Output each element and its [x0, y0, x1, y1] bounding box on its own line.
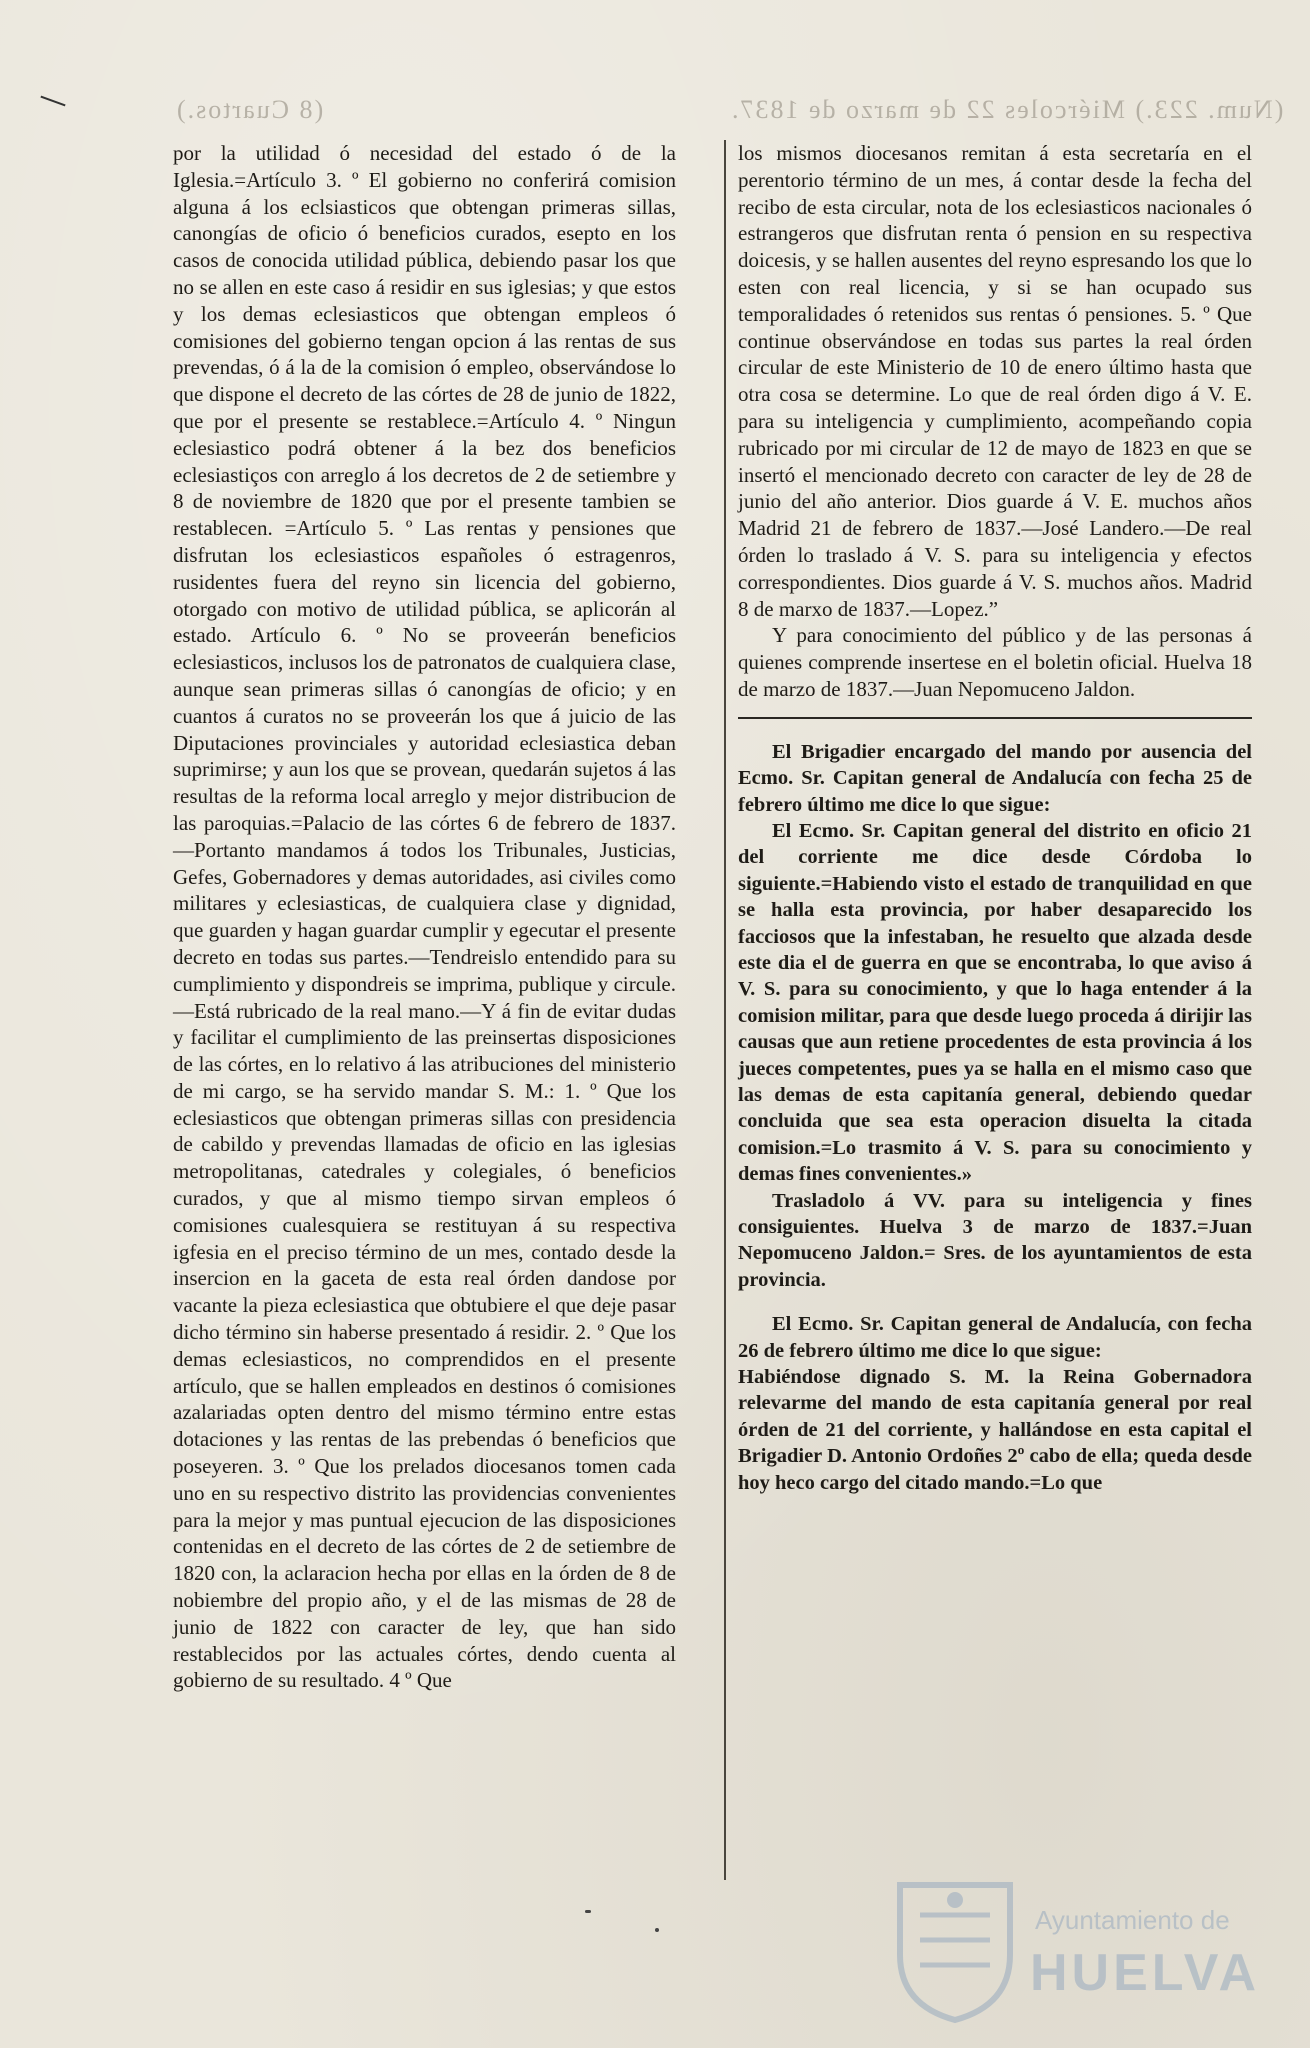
right-para-brigadier: El Brigadier encargado del mando por ausencia del Ecmo. Sr. Capitan general de Andalucía con fecha 25 de febrero último me dice lo que sigue:: [738, 740, 1252, 816]
right-column: [738, 140, 1252, 1496]
right-para-boletin: Y para conocimiento del público y de las personas á quienes comprende insertese en el boletin oficial. Huelva 18 de marzo de 1837.—Juan Nepomuceno Jaldon.: [738, 623, 1252, 701]
ink-spot: [655, 1928, 659, 1932]
column-divider: [724, 140, 726, 1880]
archive-watermark: [890, 1875, 1260, 2025]
right-para-capitan-oficio: El Ecmo. Sr. Capitan general del distrito en oficio 21 del corriente me dice desde Córdoba lo siguiente.=Habiendo visto el estado de tranquilidad en que se halla esta provincia, por haber desaparecido los facciosos que la infestaban, he resuelto que alzada desde este dia el de guerra en que se encontraba, lo que aviso á V. S. para su conocimiento, y que lo haga entender á la comision militar, para que desde luego proceda á dirijir las causas que aun retiene procedentes de esta provincia á los jueces competentes, pues ya se halla en el mismo caso que las demas de esta capitanía general, debiendo quedar concluida que sea esta operacion disuelta la citada comision.=Lo trasmito á V. S. para su conocimiento y demas fines convenientes.»: [738, 819, 1252, 1186]
right-para-reina: Habiéndose dignado S. M. la Reina Gobernadora relevarme del mando de esta capitanía general por real órden de 21 del corriente, y hallándose en esta capital el Brigadier D. Antonio Ordoñes 2º cabo de ella; queda desde hoy heco cargo del citado mando.=Lo que: [738, 1366, 1252, 1494]
right-para-traslado: Trasladolo á VV. para su inteligencia y fines consiguientes. Huelva 3 de marzo de 1837.=Juan Nepomuceno Jaldon.= Sres. de los ayuntamientos de esta provincia.: [738, 1189, 1252, 1291]
watermark-line-1: Ayuntamiento de: [1035, 1905, 1230, 1935]
header-bleed-left: (8 Cuartos.): [175, 95, 324, 124]
right-para-capitan-26: El Ecmo. Sr. Capitan general de Andalucía, con fecha 26 de febrero último me dice lo que sigue:: [738, 1313, 1252, 1362]
section-rule: [738, 717, 1252, 719]
watermark-line-2: HUELVA: [1030, 1944, 1261, 2002]
ink-spot: [585, 1910, 591, 1913]
right-para-continuation: los mismos diocesanos remitan á esta secretaría en el perentorio término de un mes, á contar desde la fecha del recibo de esta circular, nota de los eclesiasticos nacionales ó estrangeros que disfrutan renta ó pension en su respectiva doicesis, y se hallen ausentes del reyno espresando los que lo esten con real licencia, y si se han ocupado sus temporalidades ó retenidos sus rentas ó pensiones. 5. º Que continue observándose en todas sus partes la real órden circular de este Ministerio de 10 de enero último hasta que otra cosa se determine. Lo que de real órden digo á V. E. para su inteligencia y cumplimiento, acompeñando copia rubricado por mi circular de 12 de mayo de 1823 en que se insertó el mencionado decreto con caracter de ley de 28 de junio del año anterior. Dios guarde á V. E. muchos años Madrid 21 de febrero de 1837.—José Landero.—De real órden lo traslado á V. S. para su inteligencia y efectos correspondientes. Dios guarde á V. S. muchos años. Madrid 8 de marxo de 1837.—Lopez.”: [738, 141, 1252, 621]
left-column: [173, 140, 676, 1694]
header-bleed-right: (Num. 223.) Miércoles 22 de marzo de 1837.: [730, 95, 1284, 124]
shield-icon: [890, 1875, 1020, 2025]
left-column-text: por la utilidad ó necesidad del estado ó de la Iglesia.=Artículo 3. º El gobierno no conferirá comision alguna á los eclsiasticos que obtengan primeras sillas, canongías de oficio ó beneficios curados, esepto en los casos de conocida utilidad pública, debiendo pasar los que no se allen en este caso á residir en sus iglesias; y que estos y los demas eclesiasticos que obtengan empleos ó comisiones del gobierno tengan opcion á las rentas de sus prevendas, ó á la de la comision ó empleo, observándose lo que dispone el decreto de las córtes de 28 de junio de 1822, que por el presente se restablece.=Artículo 4. º Ningun eclesiastico podrá obtener á la bez dos beneficios eclesiastiços con arreglo á los decretos de 2 de setiembre y 8 de noviembre de 1820 que por el presente tambien se restablecen. =Artículo 5. º Las rentas y pensiones que disfrutan los eclesiasticos españoles ó estragenros, rusidentes fuera del reyno sin licencia del gobierno, otorgado con motivo de utilidad pública, se aplicorán al estado. Artículo 6. º No se proveerán beneficios eclesiasticos, inclusos los de patronatos de cualquiera clase, aunque sean primeras sillas ó canongías de oficio; y en cuantos á curatos no se proveerán los que á juicio de las Diputaciones provinciales y autoridad eclesiastica deban suprimirse; y aun los que se provean, quedarán sujetos á las resultas de la reforma local arreglo y mejor distribucion de las paroquias.=Palacio de las córtes 6 de febrero de 1837.—Portanto mandamos á todos los Tribunales, Justicias, Gefes, Gobernadores y demas autoridades, asi civiles como militares y eclesiasticas, de cualquiera clase y dignidad, que guarden y hagan guardar cumplir y egecutar el presente decreto en todas sus partes.—Tendreislo entendido para su cumplimiento y dispondreis se imprima, publique y circule.—Está rubricado de la real mano.—Y á fin de evitar dudas y facilitar el cumplimiento de las preinsertas disposiciones de las córtes, en lo relativo á las atribuciones del ministerio de mi cargo, se ha servido mandar S. M.: 1. º Que los eclesiasticos que obtengan primeras sillas con presidencia de cabildo y prevendas llamadas de oficio en las iglesias metropolitanas, catedrales y colegiales, ó beneficios curados, y que al mismo tiempo sirvan empleos ó comisiones cualesquiera se restituyan á su respectiva igfesia en el preciso término de un mes, contado desde la insercion en la gaceta de esta real órden dandose por vacante la pieza eclesiastica que obtubiere el que deje pasar dicho término sin haberse presentado á residir. 2. º Que los demas eclesiasticos, no comprendidos en el presente artículo, que se hallen empleados en destinos ó comisiones azalariadas opten dentro del mismo término entre estas dotaciones y las rentas de las prebendas ó beneficios que poseyeren. 3. º Que los prelados diocesanos tomen cada uno en su respectivo distrito las providencias convenientes para la mejor y mas puntual ejecucion de las disposiciones contenidas en el decreto de las córtes de 2 de setiembre de 1820 con, la aclaracion hecha por ellas en la órden de 8 de nobiembre del propio año, y el de las mismas de 28 de junio de 1822 con caracter de ley, que han sido restablecidos por las actuales córtes, dendo cuenta al gobierno de su resultado. 4 º Que: [173, 141, 676, 1693]
